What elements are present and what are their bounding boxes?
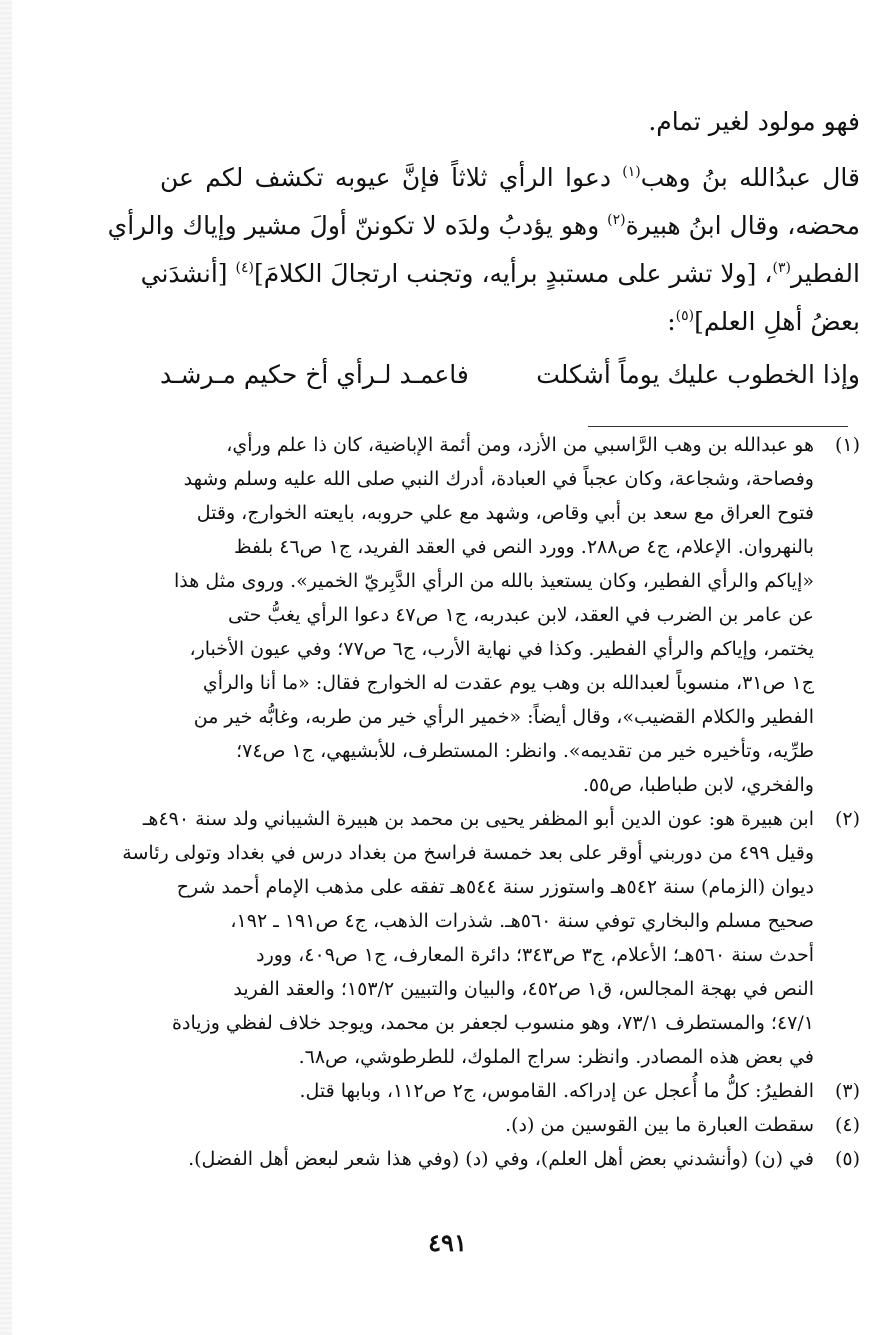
footnote-line: ديوان (الزمام) سنة ٥٤٢هـ واستوزر سنة ٥٤٤هـ تفقه على مذهب الإمام أحمد شرح <box>176 876 814 898</box>
footnote-line: ٤٧/١؛ والمستطرف ٧٣/١، وهو منسوب لجعفر بن محمد، ويوجد خلاف لفظي وزيادة <box>172 1012 814 1034</box>
scan-edge <box>0 0 12 1335</box>
footnote-line: النص في بهجة المجالس، ق١ ص٤٥٢، والبيان والتبيين ١٥٣/٢؛ والعقد الفريد <box>233 978 814 1000</box>
footnote-line: بالنهروان. الإعلام، ج٤ ص٢٨٨. وورد النص في العقد الفريد، ج١ ص٤٦ بلفظ <box>233 536 814 558</box>
footnote-line: الفطير والكلام القضيب»، وقال أيضاً: «خمير الرأي خير من طربه، وغابُّه خير من <box>193 706 814 728</box>
footnote-line: فتوح العراق مع سعد بن أبي وقاص، وشهد مع علي حروبه، بايعته الخوارج، وقتل <box>196 502 814 524</box>
main-text-span: الفطير <box>790 259 860 288</box>
main-text-span: دعوا الرأي ثلاثاً فإنَّ عيوبه تكشف لكم عن <box>160 163 623 192</box>
footnote-5 <box>160 1142 860 1176</box>
footnote-number: (١) <box>834 434 860 456</box>
poem-verse <box>160 350 860 400</box>
main-text-span: : <box>667 307 676 336</box>
main-line-0: فهو مولود لغير تمام. <box>648 107 860 136</box>
verse-first-hemistich: وإذا الخطوب عليك يوماً أشكلت <box>536 360 860 389</box>
main-text-span: [أنشدَني <box>140 259 236 288</box>
main-line-3 <box>140 250 860 298</box>
page-number: ٤٩١ <box>428 1228 467 1257</box>
footnote-line: طرِّيه، وتأخيره خير من تقديمه». وانظر: المستطرف، للأبشيهي، ج١ ص٧٤؛ <box>236 740 814 762</box>
footnote-line: وقيل ٤٩٩ من دوربني أوقر على بعد خمسة فراسخ من بغداد درس في بغداد وتولى رئاسة <box>122 842 814 864</box>
footnote-line: ابن هبيرة هو: عون الدين أبو المظفر يحيى بن محمد بن هبيرة الشيباني ولد سنة ٤٩٠هـ <box>142 808 814 830</box>
footnote-4 <box>160 1108 860 1142</box>
footnote-1 <box>160 428 860 802</box>
footnote-number: (٥) <box>834 1148 860 1170</box>
main-text-span: بعضُ أهلِ العلم] <box>694 307 860 336</box>
main-text-span: وهو يؤدبُ ولدَه لا تكوننّ أولَ مشير وإياك والرأي <box>107 211 608 240</box>
main-line-2 <box>107 202 860 250</box>
footnote-2 <box>122 802 860 1074</box>
main-line-4 <box>160 298 860 346</box>
verse-second-hemistich: فاعمـد لـرأي أخ حكيم مـرشـد <box>160 360 469 389</box>
footnote-ref-3: (٣) <box>772 260 791 276</box>
footnote-number: (٢) <box>834 808 860 830</box>
footnote-separator <box>588 426 848 427</box>
footnote-number: (٤) <box>834 1114 860 1136</box>
footnotes <box>122 428 860 1176</box>
footnote-3 <box>160 1074 860 1108</box>
footnote-line: وفصاحة، وشجاعة، وكان عجباً في العبادة، أدرك النبي صلى الله عليه وسلم وشهد <box>183 468 814 490</box>
footnote-line: سقطت العبارة ما بين القوسين من (د). <box>505 1114 814 1136</box>
footnote-line: والفخري، لابن طباطبا، ص٥٥. <box>582 774 814 796</box>
main-text-span: محضه، وقال ابنُ هبيرة <box>625 211 860 240</box>
footnote-line: الفطيرُ: كلُّ ما أُعجل عن إدراكه. القاموس، ج٢ ص١١٢، وبابها قتل. <box>299 1080 814 1102</box>
footnote-line: ج١ ص٣١، منسوباً لعبدالله بن وهب يوم عقدت له الخوارج فقال: «ما أنا والرأي <box>202 672 814 694</box>
main-text-span: ، [ولا تشر على مستبدٍ برأيه، وتجنب ارتجالَ الكلامَ] <box>253 259 773 288</box>
footnote-line: هو عبدالله بن وهب الرَّاسبي من الأزد، ومن أئمة الإباضية، كان ذا علم ورأي، <box>226 434 814 456</box>
footnote-line: أحدث سنة ٥٦٠هـ؛ الأعلام، ج٣ ص٣٤٣؛ دائرة المعارف، ج١ ص٤٠٩، وورد <box>256 944 814 966</box>
footnote-ref-5: (٥) <box>675 308 695 324</box>
main-text <box>160 98 860 146</box>
main-line-1 <box>160 154 860 202</box>
footnote-line: في بعض هذه المصادر. وانظر: سراج الملوك، للطرطوشي، ص٦٨. <box>298 1046 814 1068</box>
main-paragraph <box>107 154 860 346</box>
footnote-line: يختمر، وإياكم والرأي الفطير. وكذا في نهاية الأرب، ج٦ ص٧٧؛ وفي عيون الأخبار، <box>189 638 814 660</box>
footnote-line: صحيح مسلم والبخاري توفي سنة ٥٦٠هـ. شذرات الذهب، ج٤ ص١٩١ ـ ١٩٢، <box>230 910 814 932</box>
footnote-line: عن عامر بن الضرب في العقد، لابن عبدربه، ج١ ص٤٧ دعوا الرأي يغبُّ حتى <box>228 604 814 626</box>
footnote-ref-2: (٢) <box>607 212 626 228</box>
main-text-span: قال عبدُالله بنُ وهب <box>640 163 860 192</box>
footnote-line: في (ن) (وأنشدني بعض أهل العلم)، وفي (د) (وفي هذا شعر لبعض أهل الفضل). <box>188 1148 814 1170</box>
footnote-ref-1: (١) <box>622 164 641 180</box>
footnote-number: (٣) <box>834 1080 860 1102</box>
footnote-ref-4: (٤) <box>235 260 254 276</box>
footnote-line: «إياكم والرأي الفطير، وكان يستعيذ بالله من الرأي الدَّبِريّ الخمير». وروى مثل هذا <box>174 570 814 592</box>
